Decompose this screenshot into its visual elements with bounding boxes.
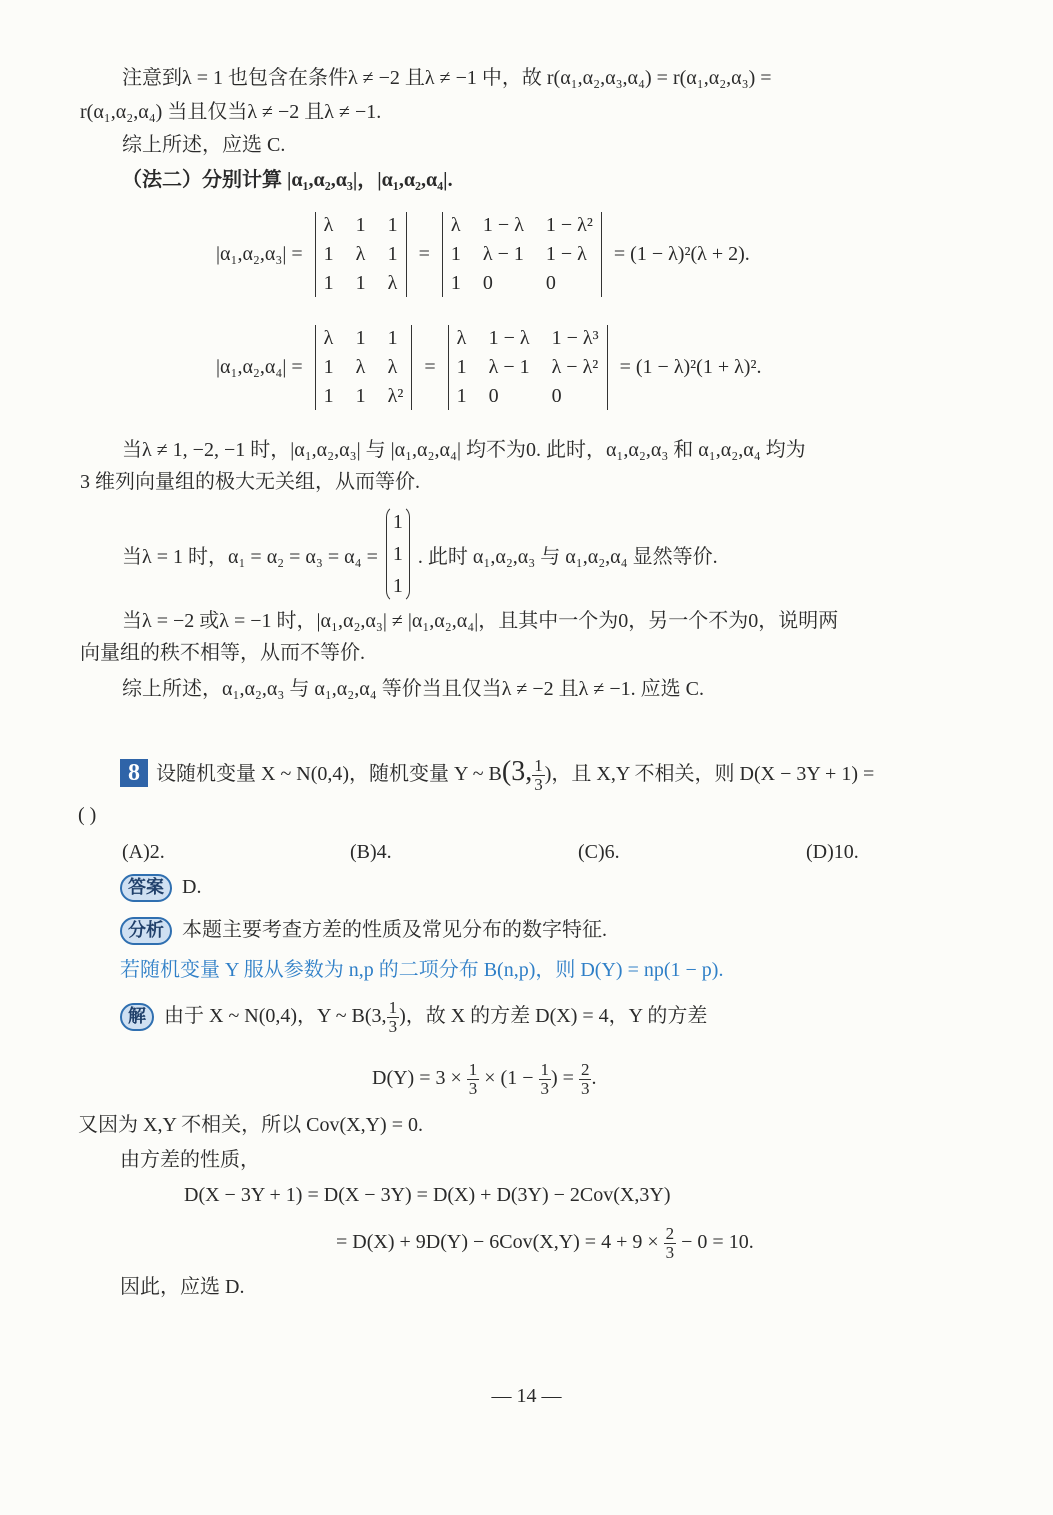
text: D(Y) = 3 × [372, 1067, 462, 1089]
question-number: 8 [120, 759, 148, 787]
text-line: r(α₁,α₂,α₄) 当且仅当λ ≠ −2 且λ ≠ −1. [80, 101, 382, 123]
matrix [442, 212, 602, 297]
matrix-entry: λ [323, 214, 334, 236]
matrix-entry: 1 [355, 385, 366, 407]
matrix-entry: 1 [387, 214, 398, 236]
den: 3 [534, 774, 543, 794]
matrix-entry: 0 [545, 272, 556, 294]
fraction [387, 999, 400, 1036]
text-line: 当λ ≠ 1, −2, −1 时，|α₁,α₂,α₃| 与 |α₁,α₂,α₄| 均不为0. 此时，α₁,α₂,α₃ 和 α₁,α₂,α₄ 均为 [122, 439, 806, 461]
num: 1 [388, 997, 398, 1017]
matrix-entry: 1 [323, 356, 334, 378]
equals: = [424, 356, 436, 378]
den: 3 [468, 1078, 478, 1098]
matrix-entry: 1 [456, 385, 467, 407]
matrix-entry: λ [387, 272, 398, 294]
matrix-entry: 1 − λ [488, 327, 530, 349]
text: 当λ = 1 时，α₁ = α₂ = α₃ = α₄ = [122, 545, 378, 568]
det-rhs: = (1 − λ)²(λ + 2). [613, 243, 750, 265]
solution-badge: 解 [120, 1003, 154, 1031]
matrix [448, 325, 608, 410]
det-lhs: |α₁,α₂,α₃| = [216, 243, 303, 265]
text-line: 因此，应选 D. [120, 1276, 245, 1298]
matrix-entry: 1 [387, 243, 398, 265]
text-line: 综上所述，应选 C. [122, 134, 286, 156]
determinant-1 [216, 212, 750, 297]
determinant-2 [216, 325, 761, 410]
text: − 0 = 10. [681, 1231, 754, 1253]
column-vector [386, 505, 410, 603]
text: 由于 X ~ N(0,4)，Y ~ B(3, [164, 1005, 387, 1027]
vector-line [122, 505, 718, 603]
matrix-entry: λ [450, 214, 461, 236]
vector-entry: 1 [392, 511, 403, 533]
fraction [467, 1061, 480, 1098]
num: 2 [665, 1223, 675, 1243]
text: . [591, 1067, 597, 1089]
matrix-entry: 1 [355, 214, 366, 236]
matrix-entry: 0 [551, 385, 562, 407]
matrix-entry: 1 [323, 243, 334, 265]
text-line: 综上所述，α₁,α₂,α₃ 与 α₁,α₂,α₄ 等价当且仅当λ ≠ −2 且λ ≠ −1. 应选 C. [122, 678, 704, 700]
matrix [315, 325, 413, 410]
method-two-heading: （法二）分别计算 |α₁,α₂,α₃|，|α₁,α₂,α₄|. [122, 169, 453, 191]
matrix-entry: λ [387, 356, 398, 378]
den: 3 [580, 1078, 590, 1098]
analysis-text: 本题主要考查方差的性质及常见分布的数字特征. [182, 919, 607, 941]
question-text: )，且 X,Y 不相关，则 D(X − 3Y + 1) = [544, 763, 875, 785]
answer-badge: 答案 [120, 874, 172, 902]
matrix-entry: 1 [355, 327, 366, 349]
analysis-line [120, 916, 607, 945]
vector-entry: 1 [392, 543, 403, 565]
text: = D(X) + 9D(Y) − 6Cov(X,Y) = 4 + 9 × [336, 1231, 659, 1253]
question-8 [120, 752, 874, 794]
text-line: 注意到λ = 1 也包含在条件λ ≠ −2 且λ ≠ −1 中，故 r(α₁,α₂,α₃,α₄) = r(α₁,α₂,α₃) = [122, 67, 772, 89]
text-line: 当λ = −2 或λ = −1 时，|α₁,α₂,α₃| ≠ |α₁,α₂,α₄|，且其中一个为0，另一个不为0，说明两 [122, 610, 839, 632]
den: 3 [388, 1016, 398, 1036]
num: 2 [580, 1059, 590, 1079]
matrix-entry: λ − 1 [482, 243, 524, 265]
num: 1 [468, 1059, 478, 1079]
text: × [484, 1067, 496, 1089]
matrix-entry: 1 [355, 272, 366, 294]
matrix-entry: λ [323, 327, 334, 349]
vector-entry: 1 [392, 575, 403, 597]
page-number: — 14 — [491, 1385, 562, 1407]
matrix-entry: λ² [387, 385, 404, 407]
text-line: 又因为 X,Y 不相关，所以 Cov(X,Y) = 0. [78, 1114, 423, 1136]
den: 3 [540, 1078, 549, 1098]
equation-line: D(X − 3Y + 1) = D(X − 3Y) = D(X) + D(3Y) − 2Cov(X,3Y) [184, 1184, 671, 1206]
det-rhs: = (1 − λ)²(1 + λ)². [619, 356, 762, 378]
solution-line [120, 998, 707, 1036]
fraction [532, 757, 545, 794]
matrix-entry: 1 [456, 356, 467, 378]
matrix-entry: 1 [450, 243, 461, 265]
matrix-entry: λ [355, 356, 366, 378]
option-b: (B)4. [350, 841, 392, 863]
matrix-entry: λ [355, 243, 366, 265]
fraction [664, 1225, 677, 1262]
matrix-entry: 1 − λ³ [551, 327, 599, 349]
answer-line [120, 873, 201, 902]
option-a: (A)2. [122, 841, 165, 863]
option-d: (D)10. [806, 841, 859, 863]
binomial-note: 若随机变量 Y 服从参数为 n,p 的二项分布 B(n,p)，则 D(Y) = np(1 − p). [120, 959, 724, 981]
fraction [539, 1061, 552, 1098]
den: 3 [665, 1242, 675, 1262]
matrix-entry: 1 − λ [545, 243, 587, 265]
answer-paren: ( ) [78, 804, 97, 826]
matrix-entry: λ [456, 327, 467, 349]
matrix-entry: λ − λ² [551, 356, 599, 378]
text-line: 由方差的性质， [120, 1149, 260, 1171]
matrix-entry: 1 − λ² [545, 214, 593, 236]
text: (3, [501, 756, 533, 787]
matrix-entry: 1 − λ [482, 214, 524, 236]
analysis-badge: 分析 [120, 917, 172, 945]
matrix-entry: 0 [488, 385, 499, 407]
matrix-entry: 1 [450, 272, 461, 294]
variance-y-equation [372, 1058, 596, 1098]
answer-text: D. [182, 876, 202, 898]
num: 1 [534, 755, 543, 775]
det-lhs: |α₁,α₂,α₄| = [216, 356, 303, 378]
equation-line [336, 1222, 754, 1262]
text: )，故 X 的方差 D(X) = 4，Y 的方差 [399, 1005, 708, 1027]
matrix-entry: 0 [482, 272, 493, 294]
text: (1 − [500, 1067, 534, 1089]
num: 1 [540, 1059, 549, 1079]
equals: = [418, 243, 430, 265]
fraction [579, 1061, 592, 1098]
option-c: (C)6. [578, 841, 620, 863]
text: ) = [551, 1067, 574, 1089]
matrix-entry: 1 [323, 272, 334, 294]
text-line: 向量组的秩不相等，从而不等价. [80, 642, 365, 664]
matrix-entry: λ − 1 [488, 356, 530, 378]
text-line: 3 维列向量组的极大无关组，从而等价. [80, 471, 420, 493]
text: . 此时 α₁,α₂,α₃ 与 α₁,α₂,α₄ 显然等价. [417, 545, 718, 568]
matrix-entry: 1 [387, 327, 398, 349]
matrix [315, 212, 407, 297]
question-text: 设随机变量 X ~ N(0,4)，随机变量 Y ~ B [156, 763, 502, 785]
matrix-entry: 1 [323, 385, 334, 407]
